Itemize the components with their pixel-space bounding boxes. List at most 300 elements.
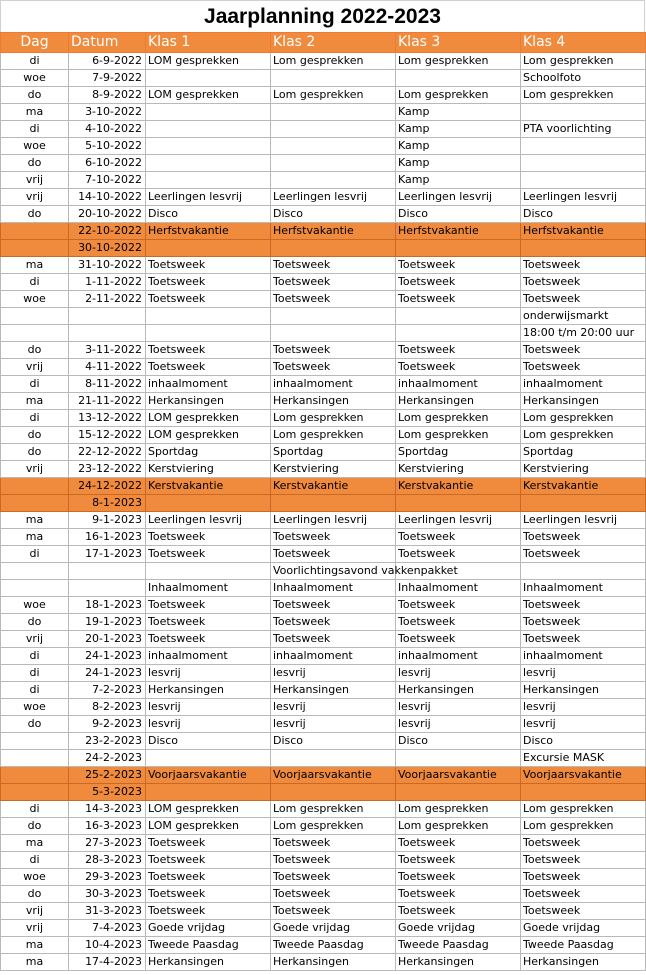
cell-klas-2 (271, 784, 396, 801)
cell-dag: woe (1, 869, 69, 886)
cell-dag (1, 308, 69, 325)
cell-datum: 24-12-2022 (69, 478, 146, 495)
cell-klas-3: Kerstvakantie (396, 478, 521, 495)
cell-dag: vrij (1, 920, 69, 937)
cell-klas-1: Toetsweek (146, 291, 271, 308)
cell-klas-3: Toetsweek (396, 529, 521, 546)
cell-klas-3: Lom gesprekken (396, 87, 521, 104)
cell-klas-2 (271, 308, 396, 325)
table-row (1, 733, 646, 750)
cell-klas-1 (146, 172, 271, 189)
vacation-row (1, 784, 646, 801)
cell-datum: 8-1-2023 (69, 495, 146, 512)
cell-datum: 18-1-2023 (69, 597, 146, 614)
cell-datum: 24-1-2023 (69, 648, 146, 665)
table-row (1, 801, 646, 818)
cell-klas-3: Toetsweek (396, 614, 521, 631)
table-row (1, 359, 646, 376)
cell-klas-3: Tweede Paasdag (396, 937, 521, 954)
cell-dag: vrij (1, 189, 69, 206)
header-datum: Datum (69, 33, 146, 53)
cell-klas-4: Toetsweek (521, 835, 646, 852)
cell-dag: do (1, 886, 69, 903)
cell-klas-1 (146, 750, 271, 767)
cell-klas-2: Lom gesprekken (271, 53, 396, 70)
cell-klas-4: Kerstvakantie (521, 478, 646, 495)
cell-datum: 25-2-2023 (69, 767, 146, 784)
cell-dag: do (1, 155, 69, 172)
cell-datum: 20-10-2022 (69, 206, 146, 223)
cell-dag: di (1, 682, 69, 699)
cell-klas-3: Inhaalmoment (396, 580, 521, 597)
cell-dag: ma (1, 529, 69, 546)
cell-klas-4: Toetsweek (521, 529, 646, 546)
cell-klas-1: Toetsweek (146, 359, 271, 376)
cell-datum: 13-12-2022 (69, 410, 146, 427)
cell-dag: do (1, 818, 69, 835)
cell-klas-2 (271, 325, 396, 342)
cell-dag (1, 767, 69, 784)
cell-klas-2: inhaalmoment (271, 648, 396, 665)
cell-datum: 17-1-2023 (69, 546, 146, 563)
cell-klas-4: Lom gesprekken (521, 801, 646, 818)
cell-dag: di (1, 121, 69, 138)
cell-dag: woe (1, 699, 69, 716)
cell-klas-4: inhaalmoment (521, 648, 646, 665)
table-row (1, 852, 646, 869)
cell-klas-2: lesvrij (271, 716, 396, 733)
cell-dag: di (1, 53, 69, 70)
cell-klas-2: Toetsweek (271, 546, 396, 563)
cell-klas-1: inhaalmoment (146, 376, 271, 393)
cell-klas-4 (521, 172, 646, 189)
cell-datum (69, 563, 146, 580)
cell-klas-3: Kamp (396, 121, 521, 138)
cell-klas-3: Toetsweek (396, 291, 521, 308)
cell-klas-3: inhaalmoment (396, 376, 521, 393)
cell-klas-2: Toetsweek (271, 614, 396, 631)
cell-klas-4: Goede vrijdag (521, 920, 646, 937)
cell-klas-4: Toetsweek (521, 342, 646, 359)
cell-klas-2: Goede vrijdag (271, 920, 396, 937)
table-row (1, 104, 646, 121)
cell-datum: 28-3-2023 (69, 852, 146, 869)
cell-klas-4: lesvrij (521, 716, 646, 733)
table-row (1, 869, 646, 886)
cell-klas-4: Leerlingen lesvrij (521, 512, 646, 529)
cell-klas-1: Herkansingen (146, 682, 271, 699)
cell-klas-1 (146, 784, 271, 801)
table-row (1, 580, 646, 597)
cell-datum: 24-1-2023 (69, 665, 146, 682)
cell-klas-4: Lom gesprekken (521, 53, 646, 70)
cell-dag: di (1, 274, 69, 291)
vacation-row (1, 478, 646, 495)
table-row (1, 699, 646, 716)
cell-klas-2 (271, 495, 396, 512)
cell-datum: 31-3-2023 (69, 903, 146, 920)
cell-klas-4: Toetsweek (521, 597, 646, 614)
cell-klas-4: Toetsweek (521, 886, 646, 903)
cell-klas-1: Toetsweek (146, 631, 271, 648)
cell-datum: 22-12-2022 (69, 444, 146, 461)
cell-klas-4: Excursie MASK (521, 750, 646, 767)
cell-klas-4: Toetsweek (521, 291, 646, 308)
cell-klas-2: Lom gesprekken (271, 87, 396, 104)
cell-klas-4: Herfstvakantie (521, 223, 646, 240)
cell-klas-2 (271, 104, 396, 121)
table-row (1, 631, 646, 648)
cell-datum: 4-11-2022 (69, 359, 146, 376)
cell-klas-2 (271, 121, 396, 138)
cell-datum (69, 325, 146, 342)
vacation-row (1, 223, 646, 240)
header-klas-1: Klas 1 (146, 33, 271, 53)
cell-klas-4: Toetsweek (521, 852, 646, 869)
cell-klas-2: Toetsweek (271, 257, 396, 274)
table-row (1, 614, 646, 631)
cell-klas-2 (271, 240, 396, 257)
cell-klas-1 (146, 155, 271, 172)
cell-klas-3: Herkansingen (396, 954, 521, 971)
cell-klas-1: Goede vrijdag (146, 920, 271, 937)
cell-klas-4: Toetsweek (521, 631, 646, 648)
cell-datum: 7-4-2023 (69, 920, 146, 937)
cell-klas-1: Inhaalmoment (146, 580, 271, 597)
cell-klas-1: Sportdag (146, 444, 271, 461)
cell-klas-1: Toetsweek (146, 614, 271, 631)
cell-klas-4: Kerstviering (521, 461, 646, 478)
cell-klas-1: Kerstvakantie (146, 478, 271, 495)
table-row (1, 342, 646, 359)
cell-klas-1: LOM gesprekken (146, 427, 271, 444)
cell-klas-1 (146, 325, 271, 342)
cell-klas-3: Lom gesprekken (396, 410, 521, 427)
cell-klas-2: Kerstvakantie (271, 478, 396, 495)
cell-dag: do (1, 444, 69, 461)
cell-klas-4 (521, 104, 646, 121)
cell-klas-2: Voorlichtingsavond vakkenpakket (271, 563, 396, 580)
cell-klas-3: Lom gesprekken (396, 427, 521, 444)
cell-datum: 23-2-2023 (69, 733, 146, 750)
cell-dag (1, 580, 69, 597)
cell-klas-4 (521, 240, 646, 257)
cell-datum: 31-10-2022 (69, 257, 146, 274)
cell-dag: do (1, 342, 69, 359)
cell-klas-3: Sportdag (396, 444, 521, 461)
cell-datum: 7-10-2022 (69, 172, 146, 189)
cell-dag: di (1, 376, 69, 393)
table-row (1, 648, 646, 665)
cell-klas-3 (396, 750, 521, 767)
cell-klas-3: Toetsweek (396, 835, 521, 852)
cell-klas-1: Toetsweek (146, 546, 271, 563)
cell-dag: di (1, 546, 69, 563)
cell-datum: 8-2-2023 (69, 699, 146, 716)
cell-klas-2: Toetsweek (271, 869, 396, 886)
cell-klas-4: Toetsweek (521, 257, 646, 274)
table-row (1, 529, 646, 546)
cell-klas-3 (396, 495, 521, 512)
cell-klas-1: Toetsweek (146, 274, 271, 291)
cell-dag: ma (1, 954, 69, 971)
cell-klas-3: lesvrij (396, 699, 521, 716)
cell-dag: do (1, 87, 69, 104)
cell-dag (1, 784, 69, 801)
table-row (1, 920, 646, 937)
cell-dag (1, 240, 69, 257)
table-row (1, 563, 646, 580)
table-row (1, 291, 646, 308)
cell-klas-2 (271, 70, 396, 87)
cell-klas-1: Toetsweek (146, 852, 271, 869)
cell-klas-4: Herkansingen (521, 954, 646, 971)
table-row (1, 325, 646, 342)
cell-klas-1: Toetsweek (146, 342, 271, 359)
cell-klas-3: Toetsweek (396, 359, 521, 376)
cell-dag (1, 750, 69, 767)
cell-klas-4: Sportdag (521, 444, 646, 461)
cell-datum: 2-11-2022 (69, 291, 146, 308)
cell-klas-2: Disco (271, 733, 396, 750)
table-row (1, 376, 646, 393)
cell-klas-3 (396, 784, 521, 801)
cell-klas-3: Toetsweek (396, 869, 521, 886)
cell-klas-4: Disco (521, 733, 646, 750)
table-row (1, 155, 646, 172)
cell-klas-4 (521, 138, 646, 155)
table-row (1, 189, 646, 206)
table-row (1, 665, 646, 682)
cell-klas-1: LOM gesprekken (146, 801, 271, 818)
cell-klas-1 (146, 138, 271, 155)
header-row (1, 33, 646, 53)
cell-klas-1: LOM gesprekken (146, 53, 271, 70)
cell-datum: 27-3-2023 (69, 835, 146, 852)
cell-datum: 24-2-2023 (69, 750, 146, 767)
cell-dag: woe (1, 138, 69, 155)
header-klas-4: Klas 4 (521, 33, 646, 53)
cell-klas-4: Inhaalmoment (521, 580, 646, 597)
cell-klas-1: Toetsweek (146, 869, 271, 886)
cell-klas-1: Herfstvakantie (146, 223, 271, 240)
cell-klas-4: 18:00 t/m 20:00 uur (521, 325, 646, 342)
cell-klas-3: Toetsweek (396, 852, 521, 869)
cell-klas-4: Herkansingen (521, 393, 646, 410)
cell-klas-2: Toetsweek (271, 631, 396, 648)
cell-dag: do (1, 427, 69, 444)
cell-klas-4 (521, 155, 646, 172)
cell-datum: 16-3-2023 (69, 818, 146, 835)
cell-klas-2: Lom gesprekken (271, 818, 396, 835)
table-row (1, 274, 646, 291)
cell-klas-1: Leerlingen lesvrij (146, 189, 271, 206)
cell-dag: di (1, 648, 69, 665)
cell-klas-1: Leerlingen lesvrij (146, 512, 271, 529)
table-row (1, 206, 646, 223)
cell-datum: 6-9-2022 (69, 53, 146, 70)
cell-klas-2: Lom gesprekken (271, 410, 396, 427)
cell-klas-2: lesvrij (271, 699, 396, 716)
table-row (1, 121, 646, 138)
cell-datum: 17-4-2023 (69, 954, 146, 971)
cell-klas-3: Kamp (396, 104, 521, 121)
cell-datum: 3-10-2022 (69, 104, 146, 121)
vacation-row (1, 495, 646, 512)
cell-klas-4: Toetsweek (521, 274, 646, 291)
cell-klas-3 (396, 325, 521, 342)
cell-klas-2: Voorjaarsvakantie (271, 767, 396, 784)
cell-klas-2: Toetsweek (271, 886, 396, 903)
cell-klas-4: Leerlingen lesvrij (521, 189, 646, 206)
cell-klas-1: Kerstviering (146, 461, 271, 478)
cell-klas-1: Toetsweek (146, 886, 271, 903)
cell-klas-1 (146, 104, 271, 121)
cell-klas-2: Inhaalmoment (271, 580, 396, 597)
cell-klas-2: Toetsweek (271, 529, 396, 546)
cell-dag: di (1, 665, 69, 682)
cell-klas-1: Herkansingen (146, 393, 271, 410)
cell-klas-3: Disco (396, 733, 521, 750)
cell-dag: do (1, 716, 69, 733)
cell-klas-2: Sportdag (271, 444, 396, 461)
cell-klas-3 (396, 308, 521, 325)
cell-klas-2: Herkansingen (271, 682, 396, 699)
cell-klas-4: Toetsweek (521, 869, 646, 886)
cell-datum: 30-3-2023 (69, 886, 146, 903)
cell-klas-2: Lom gesprekken (271, 801, 396, 818)
cell-klas-1: Toetsweek (146, 529, 271, 546)
cell-datum (69, 580, 146, 597)
cell-klas-1 (146, 563, 271, 580)
cell-klas-4: PTA voorlichting (521, 121, 646, 138)
cell-klas-3: Herfstvakantie (396, 223, 521, 240)
cell-klas-3: Toetsweek (396, 597, 521, 614)
cell-klas-3: Goede vrijdag (396, 920, 521, 937)
cell-klas-1: Disco (146, 206, 271, 223)
table-row (1, 461, 646, 478)
cell-klas-2: Disco (271, 206, 396, 223)
table-row (1, 308, 646, 325)
cell-datum: 4-10-2022 (69, 121, 146, 138)
cell-datum: 8-11-2022 (69, 376, 146, 393)
cell-klas-4 (521, 784, 646, 801)
cell-klas-2: Toetsweek (271, 291, 396, 308)
table-row (1, 444, 646, 461)
cell-klas-2 (271, 172, 396, 189)
cell-klas-1: LOM gesprekken (146, 87, 271, 104)
cell-dag (1, 563, 69, 580)
table-row (1, 410, 646, 427)
table-row (1, 716, 646, 733)
cell-klas-2: Herkansingen (271, 393, 396, 410)
cell-klas-3: Toetsweek (396, 274, 521, 291)
cell-klas-3: Kamp (396, 155, 521, 172)
cell-klas-3: Toetsweek (396, 631, 521, 648)
cell-klas-1: lesvrij (146, 665, 271, 682)
cell-klas-1: Toetsweek (146, 835, 271, 852)
cell-klas-1: Toetsweek (146, 597, 271, 614)
table-row (1, 954, 646, 971)
cell-klas-4: Lom gesprekken (521, 818, 646, 835)
cell-klas-4: Disco (521, 206, 646, 223)
table-row (1, 257, 646, 274)
cell-klas-3: inhaalmoment (396, 648, 521, 665)
cell-dag: vrij (1, 172, 69, 189)
cell-klas-3: Kamp (396, 138, 521, 155)
table-row (1, 427, 646, 444)
cell-klas-2: Toetsweek (271, 597, 396, 614)
table-row (1, 886, 646, 903)
cell-klas-3: Kamp (396, 172, 521, 189)
cell-dag: vrij (1, 631, 69, 648)
cell-klas-1: lesvrij (146, 699, 271, 716)
cell-datum: 19-1-2023 (69, 614, 146, 631)
cell-dag: woe (1, 291, 69, 308)
cell-klas-2: Leerlingen lesvrij (271, 512, 396, 529)
cell-klas-4: Lom gesprekken (521, 410, 646, 427)
cell-datum: 14-3-2023 (69, 801, 146, 818)
cell-datum: 23-12-2022 (69, 461, 146, 478)
cell-datum: 30-10-2022 (69, 240, 146, 257)
cell-klas-2 (271, 750, 396, 767)
vacation-row (1, 767, 646, 784)
cell-klas-4: Toetsweek (521, 614, 646, 631)
cell-datum: 9-2-2023 (69, 716, 146, 733)
table-row (1, 87, 646, 104)
cell-klas-3: Leerlingen lesvrij (396, 189, 521, 206)
cell-dag: ma (1, 393, 69, 410)
cell-klas-4: inhaalmoment (521, 376, 646, 393)
cell-klas-4: Herkansingen (521, 682, 646, 699)
cell-klas-3: Herkansingen (396, 682, 521, 699)
cell-klas-4: Voorjaarsvakantie (521, 767, 646, 784)
cell-klas-2: Toetsweek (271, 852, 396, 869)
table-row (1, 835, 646, 852)
table-row (1, 682, 646, 699)
cell-dag: do (1, 614, 69, 631)
cell-klas-3: Lom gesprekken (396, 818, 521, 835)
cell-dag: ma (1, 257, 69, 274)
cell-klas-1 (146, 308, 271, 325)
cell-dag (1, 733, 69, 750)
cell-klas-1: Tweede Paasdag (146, 937, 271, 954)
cell-klas-1: Herkansingen (146, 954, 271, 971)
cell-klas-3: Kerstviering (396, 461, 521, 478)
table-row (1, 393, 646, 410)
cell-dag: ma (1, 104, 69, 121)
cell-klas-1: Toetsweek (146, 903, 271, 920)
cell-datum: 21-11-2022 (69, 393, 146, 410)
cell-datum: 5-10-2022 (69, 138, 146, 155)
cell-datum: 6-10-2022 (69, 155, 146, 172)
cell-datum: 3-11-2022 (69, 342, 146, 359)
table-row (1, 903, 646, 920)
table-row (1, 937, 646, 954)
cell-klas-1 (146, 495, 271, 512)
cell-dag (1, 495, 69, 512)
cell-klas-4: lesvrij (521, 665, 646, 682)
cell-datum: 7-2-2023 (69, 682, 146, 699)
cell-klas-2: Toetsweek (271, 274, 396, 291)
cell-datum: 7-9-2022 (69, 70, 146, 87)
cell-datum: 1-11-2022 (69, 274, 146, 291)
cell-datum: 14-10-2022 (69, 189, 146, 206)
cell-klas-1: lesvrij (146, 716, 271, 733)
cell-klas-2 (271, 155, 396, 172)
table-row (1, 138, 646, 155)
cell-klas-2: Leerlingen lesvrij (271, 189, 396, 206)
